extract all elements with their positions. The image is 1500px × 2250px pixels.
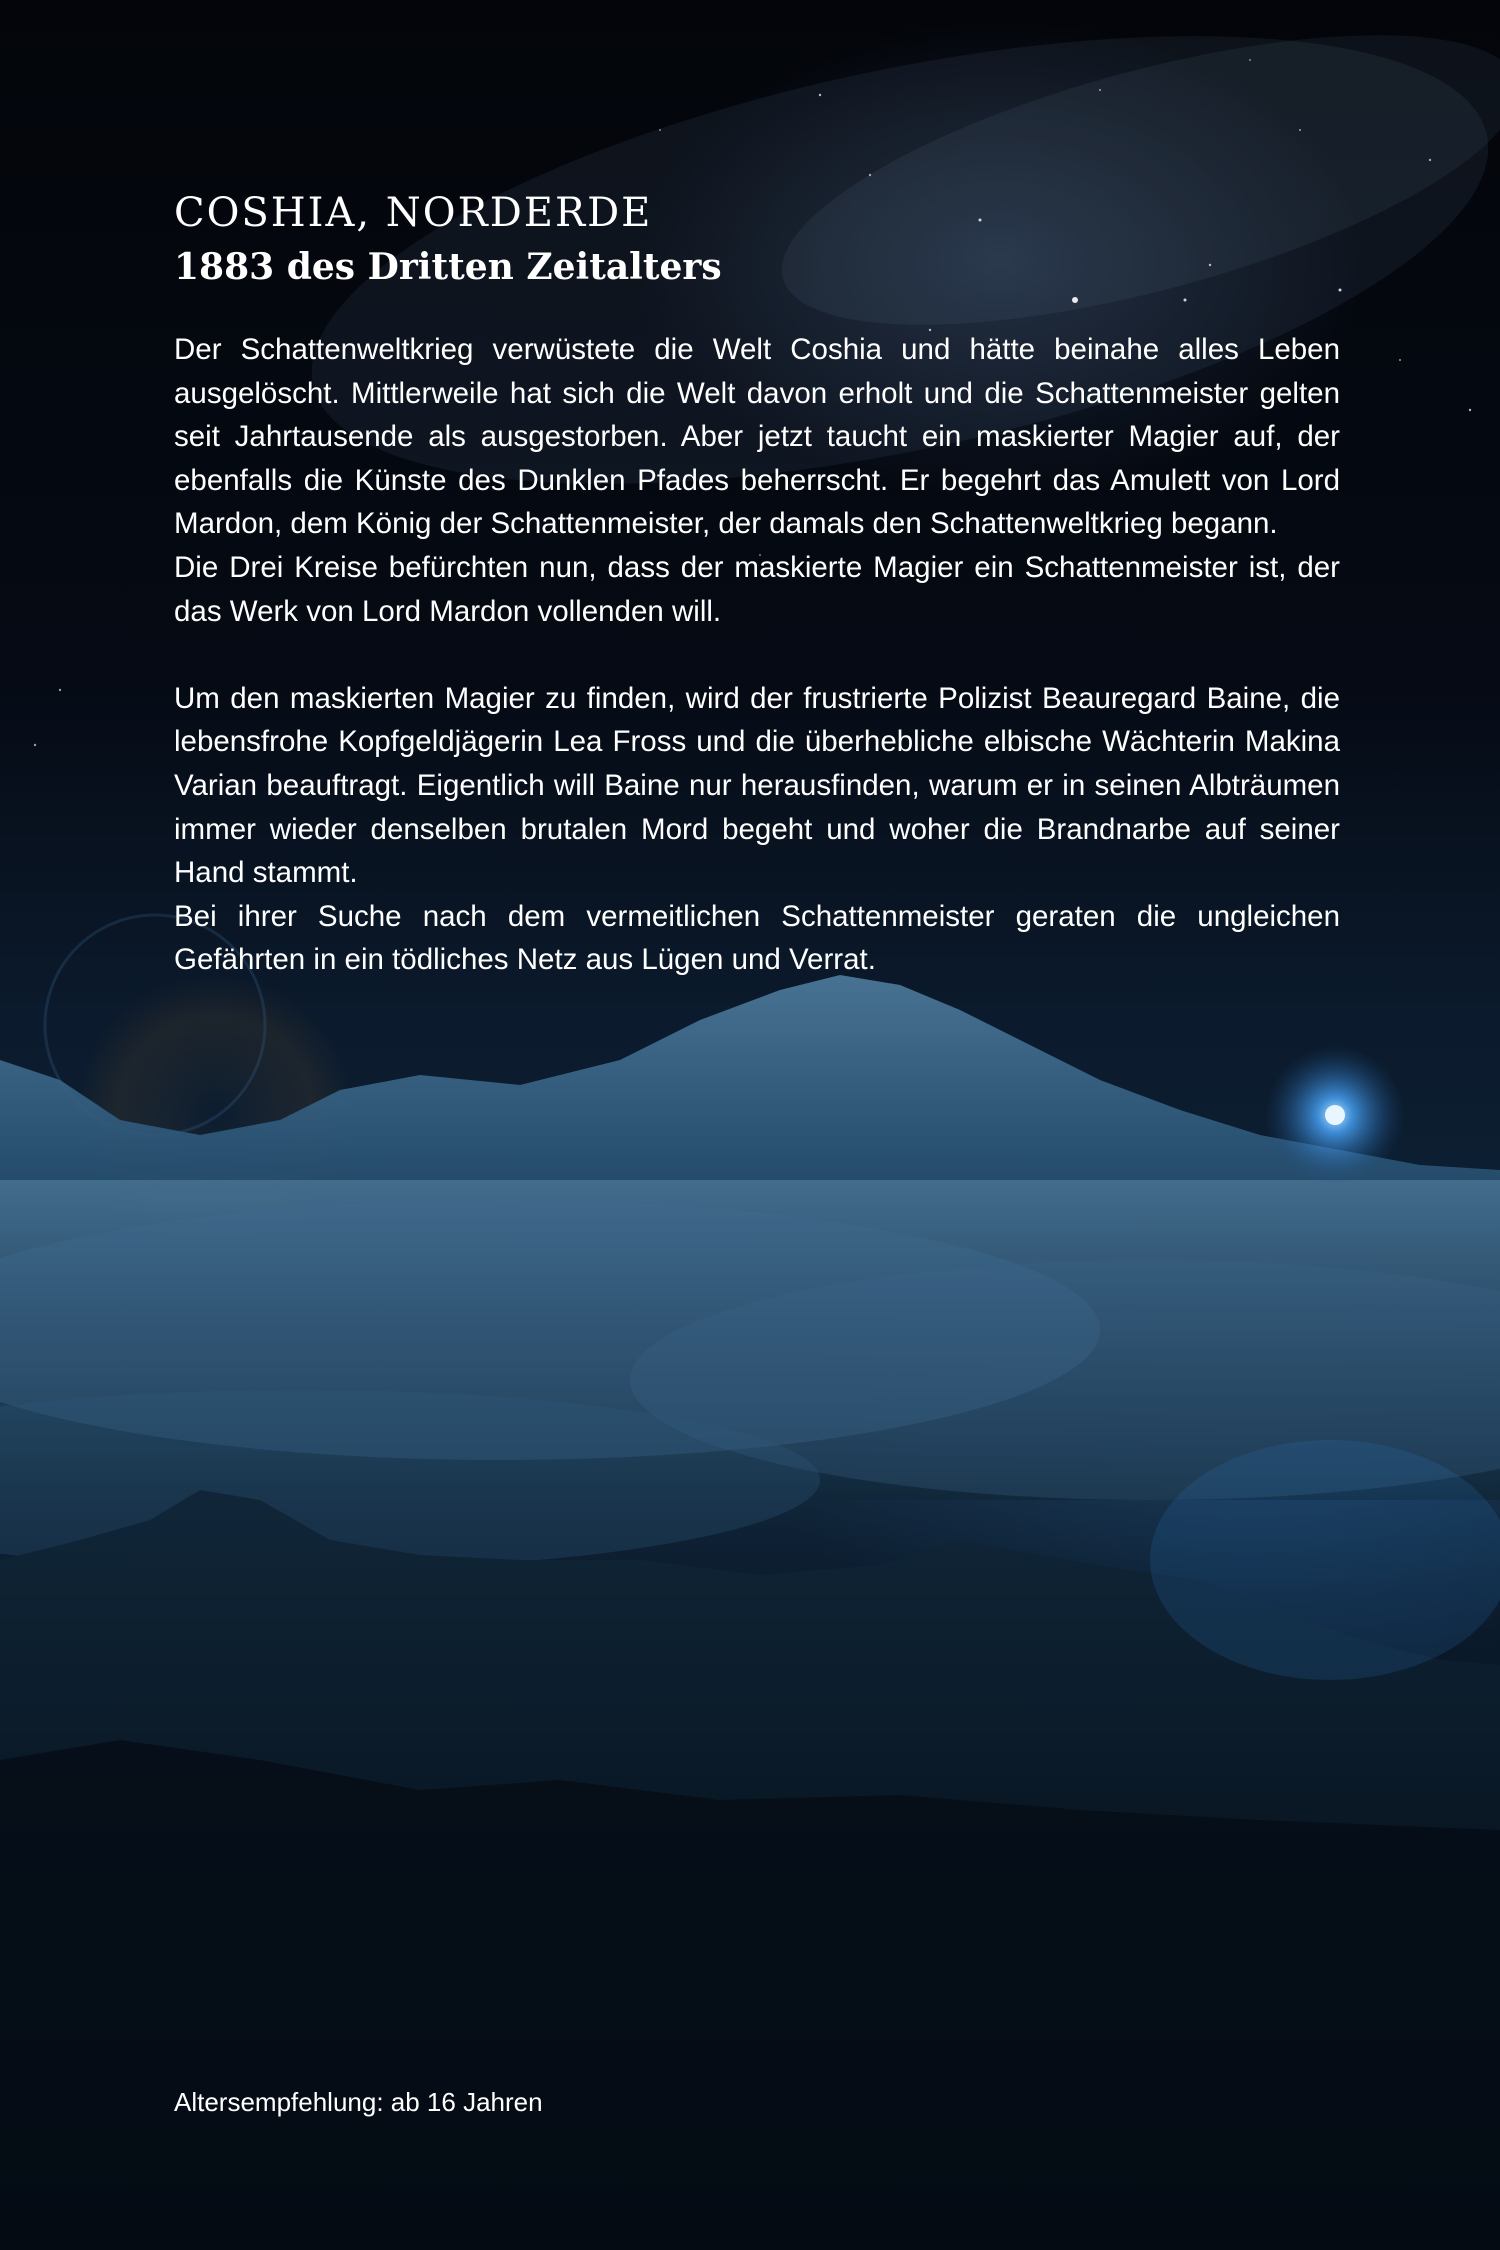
blurb-paragraph: Der Schattenweltkrieg verwüstete die Welt Coshia und hätte beinahe alles Leben ausgelöscht. Mittlerweile hat sich die Welt davon erholt und die Schattenmeister gelten seit Jahrtausende als ausgestorben. Aber jetzt taucht ein maskierter Magier auf, der ebenfalls die Künste des Dunklen Pfades beherrscht. Er begehrt das Amulett von Lord Mardon, dem König der Schattenmeister, der damals den Schattenweltkrieg begann.: [174, 333, 1340, 541]
setting-title: COSHIA, NORDERDE: [174, 190, 653, 236]
blurb-paragraph: Die Drei Kreise befürchten nun, dass der maskierte Magier ein Schattenmeister ist, der das Werk von Lord Mardon vollenden will.: [174, 550, 1340, 628]
age-recommendation: Altersempfehlung: ab 16 Jahren: [174, 2087, 543, 2117]
blurb-paragraph: Bei ihrer Suche nach dem vermeitlichen Schattenmeister geraten die ungleichen Gefährten in ein tödliches Netz aus Lügen und Verrat.: [174, 899, 1340, 977]
blurb: [174, 186, 1340, 982]
setting-era: 1883 des Dritten Zeitalters: [174, 246, 722, 288]
blurb-paragraph: Um den maskierten Magier zu finden, wird der frustrierte Polizist Beauregard Baine, die lebensfrohe Kopfgeldjägerin Lea Fross und die überhebliche elbische Wächterin Makina Varian beauftragt. Eigentlich will Baine nur herausfinden, warum er in seinen Albträumen immer wieder denselben brutalen Mord begeht und woher die Brandnarbe auf seiner Hand stammt.: [174, 681, 1340, 890]
